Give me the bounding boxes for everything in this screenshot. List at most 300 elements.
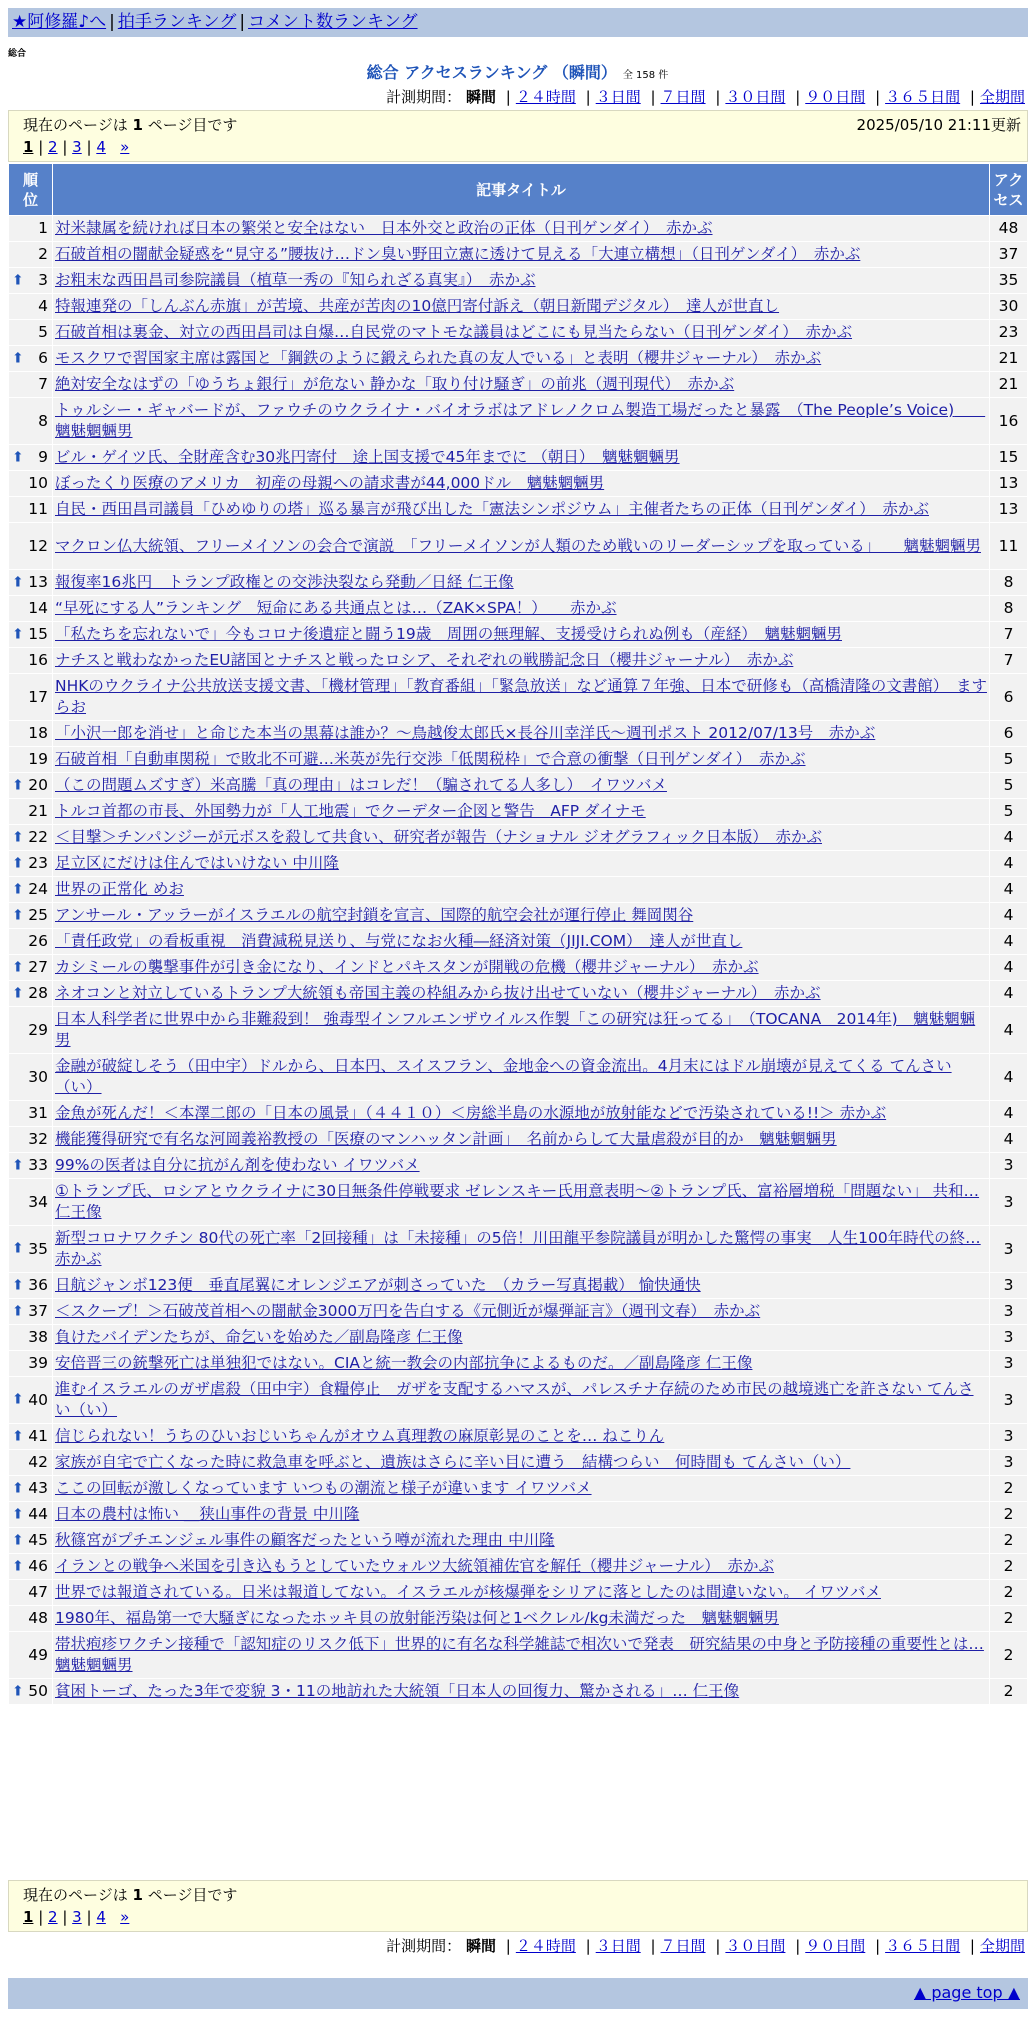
table-row bbox=[9, 471, 1028, 497]
rank-cell bbox=[9, 747, 53, 773]
current-page-text: 現在のページは 1 ページ目です bbox=[23, 1886, 238, 1904]
access-count: 5 bbox=[990, 799, 1028, 825]
table-row bbox=[9, 825, 1028, 851]
rank-number: 49 bbox=[28, 1645, 48, 1664]
period-link-3d[interactable]: ３日間 bbox=[595, 1937, 641, 1955]
table-row bbox=[9, 851, 1028, 877]
rank-number: 28 bbox=[28, 984, 48, 1002]
access-count: 21 bbox=[990, 346, 1028, 372]
rank-cell bbox=[9, 1528, 53, 1554]
table-row bbox=[9, 799, 1028, 825]
arrow-up-icon: ⬆ bbox=[12, 574, 24, 590]
access-count: 3 bbox=[990, 1226, 1028, 1273]
rank-number: 13 bbox=[28, 573, 48, 591]
rank-number: 34 bbox=[28, 1192, 48, 1211]
article-title-link[interactable]: ①トランプ氏、ロシアとウクライナに30日無条件停戦要求 ゼレンスキー氏用意表明〜②トランプ氏、富裕層増税「問題ない」 共和… 仁王像 bbox=[55, 1182, 980, 1221]
article-title-link[interactable]: 新型コロナワクチン 80代の死亡率「2回接種」は「未接種」の5倍！川田龍平参院議員が明かした驚愕の事実 人生100年時代の終… 赤かぶ bbox=[55, 1229, 981, 1268]
title-cell bbox=[53, 346, 990, 372]
access-count: 2 bbox=[990, 1580, 1028, 1606]
title-cell bbox=[53, 471, 990, 497]
period-selector-bottom: 計測期間： 瞬間 | ２４時間 | ３日間 | ７日間 | ３０日間 | ９０日間 | ３６５日間 | 全期間 bbox=[386, 1937, 1025, 1955]
article-title-link[interactable]: 「私たちを忘れないで」今もコロナ後遺症と闘う19歳 周囲の無理解、支援受けられぬ例も（産経） 魑魅魍魎男 bbox=[55, 625, 842, 643]
access-count: 16 bbox=[990, 398, 1028, 445]
rank-number: 32 bbox=[28, 1130, 48, 1148]
access-count: 3 bbox=[990, 1299, 1028, 1325]
header-title: 記事タイトル bbox=[53, 164, 990, 216]
arrow-up-icon: ⬆ bbox=[12, 272, 24, 288]
access-count: 2 bbox=[990, 1502, 1028, 1528]
article-title-link[interactable]: ネオコンと対立しているトランプ大統領も帝国主義の枠組みから抜け出せていない（櫻井ジャーナル） 赤かぶ bbox=[55, 984, 821, 1002]
rank-cell bbox=[9, 372, 53, 398]
article-title-link[interactable]: マクロン仏大統領、フリーメイソンの会合で演説 「フリーメイソンが人類のため戦いのリーダーシップを取っている」 魑魅魍魎男 bbox=[55, 536, 981, 555]
rank-number: 35 bbox=[28, 1239, 48, 1258]
article-title-link[interactable]: ナチスと戦わなかったEU諸国とナチスと戦ったロシア、それぞれの戦勝記念日（櫻井ジャーナル） 赤かぶ bbox=[55, 651, 794, 669]
access-count: 3 bbox=[990, 1325, 1028, 1351]
rank-cell bbox=[9, 1424, 53, 1450]
title-cell bbox=[53, 1580, 990, 1606]
article-title-link[interactable]: 負けたバイデンたちが、命乞いを始めた／副島隆彦 仁王像 bbox=[55, 1328, 463, 1346]
article-title-link[interactable]: 日航ジャンボ123便 垂直尾翼にオレンジエアが刺さっていた （カラー写真掲載） 愉快通快 bbox=[55, 1276, 701, 1294]
table-row bbox=[9, 1632, 1028, 1679]
article-title-link[interactable]: （この問題ムズすぎ）米高騰「真の理由」はコレだ！（騙されてる人多し） イワツバメ bbox=[55, 776, 667, 794]
article-title-link[interactable]: 「責任政党」の看板重視 消費減税見送り、与党になお火種―経済対策（JIJI.COM） 達人が世直し bbox=[55, 932, 743, 950]
title-cell bbox=[53, 1101, 990, 1127]
rank-cell bbox=[9, 1450, 53, 1476]
access-count: 7 bbox=[990, 622, 1028, 648]
rank-number: 33 bbox=[28, 1156, 48, 1174]
period-link-24h[interactable]: ２４時間 bbox=[515, 88, 576, 106]
rank-number: 16 bbox=[28, 651, 48, 669]
article-title-link[interactable]: イランとの戦争へ米国を引き込もうとしていたウォルツ大統領補佐官を解任（櫻井ジャーナル） 赤かぶ bbox=[55, 1557, 775, 1575]
article-title-link[interactable]: 1980年、福島第一で大騒ぎになったホッキ貝の放射能汚染は何と1ベクレル/kg未満だった 魑魅魍魎男 bbox=[55, 1609, 779, 1627]
access-count: 4 bbox=[990, 1007, 1028, 1054]
table-row bbox=[9, 1007, 1028, 1054]
table-row bbox=[9, 398, 1028, 445]
rank-number: 12 bbox=[28, 536, 48, 555]
ranking-rows bbox=[9, 216, 1028, 1705]
access-count: 4 bbox=[990, 825, 1028, 851]
arrow-up-icon: ⬆ bbox=[12, 855, 24, 871]
rank-cell bbox=[9, 721, 53, 747]
access-count: 4 bbox=[990, 903, 1028, 929]
access-count: 13 bbox=[990, 471, 1028, 497]
page-link-2[interactable]: 2 bbox=[48, 1908, 58, 1926]
article-title-link[interactable]: 進むイスラエルのガザ虐殺（田中宇）食糧停止 ガザを支配するハマスが、パレスチナ存続のため市民の越境逃亡を許さない てんさい（い） bbox=[55, 1380, 974, 1419]
title-cell bbox=[53, 320, 990, 346]
current-page-text: 現在のページは 1 ページ目です bbox=[23, 116, 238, 134]
category-label: 総合 bbox=[8, 49, 27, 59]
article-title-link[interactable]: 99%の医者は自分に抗がん剤を使わない イワツバメ bbox=[55, 1156, 420, 1174]
rank-cell bbox=[9, 1580, 53, 1606]
period-link-365d[interactable]: ３６５日間 bbox=[885, 88, 961, 106]
article-title-link[interactable]: 金融が破綻しそう（田中宇）ドルから、日本円、スイスフラン、金地金への資金流出。4月末にはドル崩壊が見えてくる てんさい（い） bbox=[55, 1057, 952, 1096]
period-label: 計測期間： bbox=[386, 1937, 462, 1955]
access-count: 3 bbox=[990, 1153, 1028, 1179]
table-row bbox=[9, 1377, 1028, 1424]
rank-cell bbox=[9, 1325, 53, 1351]
rank-cell bbox=[9, 825, 53, 851]
article-title-link[interactable]: 世界では報道されている。日米は報道してない。イスラエルが核爆弾をシリアに落としたのは間違いない。 イワツバメ bbox=[55, 1583, 881, 1601]
rank-number: 31 bbox=[28, 1104, 48, 1122]
article-title-link[interactable]: 足立区にだけは住んではいけない 中川隆 bbox=[55, 854, 339, 872]
title-cell bbox=[53, 747, 990, 773]
access-count: 3 bbox=[990, 1424, 1028, 1450]
header-rank: 順位 bbox=[9, 164, 53, 216]
period-current: 瞬間 bbox=[465, 88, 496, 106]
page-top-link[interactable]: ▲ page top ▲ bbox=[913, 1983, 1020, 2002]
article-title-link[interactable]: 石破首相の闇献金疑惑を“見守る”腰抜け…ドン臭い野田立憲に透けて見える「大連立構想」（日刊ゲンダイ） 赤かぶ bbox=[55, 245, 861, 263]
title-cell bbox=[53, 674, 990, 721]
table-row bbox=[9, 1476, 1028, 1502]
title-cell bbox=[53, 1502, 990, 1528]
rank-cell bbox=[9, 497, 53, 523]
access-count: 3 bbox=[990, 1450, 1028, 1476]
title-cell bbox=[53, 877, 990, 903]
rank-number: 14 bbox=[28, 599, 48, 617]
table-row bbox=[9, 216, 1028, 242]
rank-cell bbox=[9, 570, 53, 596]
article-title-link[interactable]: トゥルシー・ギャバードが、ファウチのウクライナ・バイオラボはアドレノクロム製造工場だったと暴露 （The People’s Voice) 魑魅魍魎男 bbox=[55, 401, 986, 440]
rank-cell bbox=[9, 346, 53, 372]
table-row bbox=[9, 497, 1028, 523]
page-link-3[interactable]: 3 bbox=[72, 138, 82, 156]
article-title-link[interactable]: トルコ首都の市長、外国勢力が「人工地震」でクーデター企図と警告 AFP ダイナモ bbox=[55, 802, 646, 820]
rank-cell bbox=[9, 1273, 53, 1299]
period-link-all[interactable]: 全期間 bbox=[979, 1937, 1025, 1955]
rank-number: 8 bbox=[38, 411, 48, 430]
rank-number: 11 bbox=[28, 500, 48, 518]
rank-cell bbox=[9, 294, 53, 320]
table-row bbox=[9, 1679, 1028, 1705]
page-link-3[interactable]: 3 bbox=[72, 1908, 82, 1926]
rank-number: 50 bbox=[28, 1682, 48, 1700]
arrow-up-icon: ⬆ bbox=[12, 1683, 24, 1699]
article-title-link[interactable]: NHKのウクライナ公共放送支援文書、「機材管理」「教育番組」「緊急放送」など通算７年強、日本で研修も（高橋清隆の文書館） ますらお bbox=[55, 677, 987, 716]
title-cell bbox=[53, 372, 990, 398]
rank-cell bbox=[9, 851, 53, 877]
arrow-up-icon: ⬆ bbox=[12, 626, 24, 642]
pagination: 1 | 2 | 3 | 4 » bbox=[23, 138, 130, 156]
article-title-link[interactable]: 帯状疱疹ワクチン接種で「認知症のリスク低下」世界的に有名な科学雑誌で相次いで発表 研究結果の中身と予防接種の重要性とは… 魑魅魍魎男 bbox=[55, 1635, 984, 1674]
rank-cell bbox=[9, 929, 53, 955]
article-title-link[interactable]: 石破首相は裏金、対立の西田昌司は自爆…自民党のマトモな議員はどこにも見当たらない（日刊ゲンダイ） 赤かぶ bbox=[55, 323, 853, 341]
title-cell bbox=[53, 1007, 990, 1054]
rank-cell bbox=[9, 320, 53, 346]
article-title-link[interactable]: 対米隷属を続ければ日本の繁栄と安全はない 日本外交と政治の正体（日刊ゲンダイ） 赤かぶ bbox=[55, 219, 713, 237]
nav-link-clap-ranking[interactable]: 拍手ランキング bbox=[117, 12, 237, 32]
access-count: 23 bbox=[990, 320, 1028, 346]
title-cell bbox=[53, 1351, 990, 1377]
page-next-link[interactable]: » bbox=[120, 138, 130, 156]
rank-number: 29 bbox=[28, 1020, 48, 1039]
rank-cell bbox=[9, 773, 53, 799]
table-row bbox=[9, 523, 1028, 570]
access-count: 5 bbox=[990, 773, 1028, 799]
period-link-30d[interactable]: ３０日間 bbox=[725, 88, 786, 106]
rank-number: 48 bbox=[28, 1609, 48, 1627]
rank-cell bbox=[9, 1632, 53, 1679]
rank-number: 39 bbox=[28, 1354, 48, 1372]
article-title-link[interactable]: 機能獲得研究で有名な河岡義裕教授の「医療のマンハッタン計画」 名前からして大量虐殺が目的か 魑魅魍魎男 bbox=[55, 1130, 837, 1148]
table-row bbox=[9, 1179, 1028, 1226]
rank-number: 27 bbox=[28, 958, 48, 976]
rank-cell bbox=[9, 674, 53, 721]
rank-cell bbox=[9, 1351, 53, 1377]
rank-cell bbox=[9, 799, 53, 825]
page-link-4[interactable]: 4 bbox=[96, 1908, 106, 1926]
rank-cell bbox=[9, 1679, 53, 1705]
period-link-7d[interactable]: ７日間 bbox=[660, 1937, 706, 1955]
article-title-link[interactable]: 報復率16兆円 トランプ政権との交渉決裂なら発動／日経 仁王像 bbox=[55, 573, 514, 591]
access-count: 35 bbox=[990, 268, 1028, 294]
access-count: 4 bbox=[990, 955, 1028, 981]
rank-number: 24 bbox=[28, 880, 48, 898]
rank-cell bbox=[9, 1299, 53, 1325]
arrow-up-icon: ⬆ bbox=[12, 777, 24, 793]
access-count: 6 bbox=[990, 674, 1028, 721]
period-link-90d[interactable]: ９０日間 bbox=[805, 88, 866, 106]
article-title-link[interactable]: ぼったくり医療のアメリカ 初産の母親への請求書が44,000ドル 魑魅魍魎男 bbox=[55, 474, 605, 492]
rank-cell bbox=[9, 1554, 53, 1580]
rank-cell bbox=[9, 1226, 53, 1273]
arrow-up-icon: ⬆ bbox=[12, 1480, 24, 1496]
table-row bbox=[9, 1101, 1028, 1127]
arrow-up-icon: ⬆ bbox=[12, 1506, 24, 1522]
article-title-link[interactable]: 日本人科学者に世界中から非難殺到！ 強毒型インフルエンザウイルス作製「この研究は狂ってる」 （TOCANA 2014年) 魑魅魍魎男 bbox=[55, 1010, 976, 1049]
nav-separator: | bbox=[239, 12, 246, 32]
article-title-link[interactable]: アンサール・アッラーがイスラエルの航空封鎖を宣言、国際的航空会社が運行停止 舞岡関谷 bbox=[55, 906, 694, 924]
page-link-4[interactable]: 4 bbox=[96, 138, 106, 156]
table-row bbox=[9, 981, 1028, 1007]
access-count: 2 bbox=[990, 1632, 1028, 1679]
rank-cell bbox=[9, 1127, 53, 1153]
title-cell bbox=[53, 1325, 990, 1351]
access-count: 11 bbox=[990, 523, 1028, 570]
table-row bbox=[9, 1554, 1028, 1580]
table-row bbox=[9, 1273, 1028, 1299]
table-row bbox=[9, 903, 1028, 929]
article-title-link[interactable]: 絶対安全なはずの「ゆうちょ銀行」が危ない 静かな「取り付け騒ぎ」の前兆（週刊現代） 赤かぶ bbox=[55, 375, 735, 393]
table-row bbox=[9, 320, 1028, 346]
table-row bbox=[9, 1450, 1028, 1476]
article-title-link[interactable]: “早死にする人”ランキング 短命にある共通点とは…（ZAK×SPA！） 赤かぶ bbox=[55, 599, 617, 617]
article-title-link[interactable]: ＜スクープ！＞石破茂首相への闇献金3000万円を告白する《元側近が爆弾証言》（週刊文春） 赤かぶ bbox=[55, 1302, 761, 1320]
title-cell bbox=[53, 1273, 990, 1299]
pager-box-bottom bbox=[8, 1880, 1028, 1932]
title-cell bbox=[53, 523, 990, 570]
access-count: 4 bbox=[990, 981, 1028, 1007]
article-title-link[interactable]: カシミールの襲撃事件が引き金になり、インドとパキスタンが開戦の危機（櫻井ジャーナル） 赤かぶ bbox=[55, 958, 759, 976]
title-cell bbox=[53, 773, 990, 799]
rank-number: 17 bbox=[28, 687, 48, 706]
article-title-link[interactable]: ＜目撃＞チンパンジーが元ボスを殺して共食い、研究者が報告（ナショナル ジオグラフィック日本版） 赤かぶ bbox=[55, 828, 822, 846]
rank-cell bbox=[9, 903, 53, 929]
access-count: 48 bbox=[990, 216, 1028, 242]
rank-number: 46 bbox=[28, 1557, 48, 1575]
nav-link-asyura[interactable]: ★阿修羅♪へ bbox=[12, 12, 107, 32]
access-count: 4 bbox=[990, 1054, 1028, 1101]
access-count: 37 bbox=[990, 242, 1028, 268]
top-nav-bar bbox=[8, 8, 1028, 37]
access-count: 21 bbox=[990, 372, 1028, 398]
rank-number: 41 bbox=[28, 1427, 48, 1445]
rank-number: 10 bbox=[28, 474, 48, 492]
rank-cell bbox=[9, 877, 53, 903]
access-count: 13 bbox=[990, 497, 1028, 523]
rank-number: 15 bbox=[28, 625, 48, 643]
period-link-30d[interactable]: ３０日間 bbox=[725, 1937, 786, 1955]
table-row bbox=[9, 1054, 1028, 1101]
table-row bbox=[9, 570, 1028, 596]
rank-number: 3 bbox=[38, 271, 48, 289]
access-count: 8 bbox=[990, 570, 1028, 596]
title-cell bbox=[53, 981, 990, 1007]
rank-number: 6 bbox=[38, 349, 48, 367]
table-row bbox=[9, 1226, 1028, 1273]
article-title-link[interactable]: ビル・ゲイツ氏、全財産含む30兆円寄付 途上国支援で45年までに （朝日） 魑魅魍魎男 bbox=[55, 448, 680, 466]
rank-number: 44 bbox=[28, 1505, 48, 1523]
total-count: 全 158 件 bbox=[622, 70, 669, 81]
arrow-up-icon: ⬆ bbox=[12, 350, 24, 366]
article-title-link[interactable]: 特報連発の「しんぶん赤旗」が苦境、共産が苦肉の10億円寄付訴え（朝日新聞デジタル） 達人が世直し bbox=[55, 297, 780, 315]
article-title-link[interactable]: 石破首相「自動車関税」で敗北不可避…米英が先行交渉「低関税枠」で合意の衝撃（日刊ゲンダイ） 赤かぶ bbox=[55, 750, 806, 768]
title-cell bbox=[53, 648, 990, 674]
period-label: 計測期間： bbox=[386, 88, 462, 106]
article-title-link[interactable]: 家族が自宅で亡くなった時に救急車を呼ぶと、遺族はさらに辛い目に遭う 結構つらい 何時間も てんさい（い） bbox=[55, 1453, 851, 1471]
arrow-up-icon: ⬆ bbox=[12, 829, 24, 845]
arrow-up-icon: ⬆ bbox=[12, 1240, 24, 1257]
table-row bbox=[9, 1502, 1028, 1528]
table-row bbox=[9, 1325, 1028, 1351]
rank-cell bbox=[9, 445, 53, 471]
period-link-24h[interactable]: ２４時間 bbox=[515, 1937, 576, 1955]
title-cell bbox=[53, 268, 990, 294]
rank-cell bbox=[9, 1502, 53, 1528]
updated-timestamp: 2025/05/10 21:11更新 bbox=[856, 116, 1021, 134]
table-row bbox=[9, 622, 1028, 648]
arrow-up-icon: ⬆ bbox=[12, 1532, 24, 1548]
title-cell bbox=[53, 1377, 990, 1424]
table-row bbox=[9, 674, 1028, 721]
rank-cell bbox=[9, 622, 53, 648]
rank-number: 45 bbox=[28, 1531, 48, 1549]
table-row bbox=[9, 955, 1028, 981]
rank-number: 25 bbox=[28, 906, 48, 924]
title-cell bbox=[53, 1528, 990, 1554]
title-cell bbox=[53, 622, 990, 648]
period-link-90d[interactable]: ９０日間 bbox=[805, 1937, 866, 1955]
period-link-7d[interactable]: ７日間 bbox=[660, 88, 706, 106]
pagination: 1 | 2 | 3 | 4 » bbox=[23, 1908, 130, 1926]
article-title-link[interactable]: 秋篠宮がプチエンジェル事件の顧客だったという噂が流れた理由 中川隆 bbox=[55, 1531, 555, 1549]
rank-number: 38 bbox=[28, 1328, 48, 1346]
article-title-link[interactable]: 自民・西田昌司議員「ひめゆりの塔」巡る暴言が飛び出した「憲法シンポジウム」主催者たちの正体（日刊ゲンダイ） 赤かぶ bbox=[55, 500, 929, 518]
table-row bbox=[9, 346, 1028, 372]
rank-number: 47 bbox=[28, 1583, 48, 1601]
article-title-link[interactable]: モスクワで習国家主席は露国と「鋼鉄のように鍛えられた真の友人でいる」と表明（櫻井ジャーナル） 赤かぶ bbox=[55, 349, 822, 367]
rank-cell bbox=[9, 1476, 53, 1502]
table-row bbox=[9, 721, 1028, 747]
rank-number: 42 bbox=[28, 1453, 48, 1471]
table-header-row bbox=[9, 164, 1028, 216]
rank-number: 9 bbox=[38, 448, 48, 466]
nav-separator: | bbox=[109, 12, 115, 32]
article-title-link[interactable]: 日本の農村は怖い ＿狭山事件の背景 中川隆 bbox=[55, 1505, 360, 1523]
article-title-link[interactable]: ここの回転が激しくなっています いつもの潮流と様子が違います イワツバメ bbox=[55, 1479, 592, 1497]
article-title-link[interactable]: 世界の正常化 めお bbox=[55, 880, 184, 898]
rank-cell bbox=[9, 523, 53, 570]
article-title-link[interactable]: 「小沢一郎を消せ」と命じた本当の黒幕は誰か？〜鳥越俊太郎氏×長谷川幸洋氏〜週刊ポスト 2012/07/13号 赤かぶ bbox=[55, 724, 876, 742]
access-count: 2 bbox=[990, 1554, 1028, 1580]
title-cell bbox=[53, 1606, 990, 1632]
title-cell bbox=[53, 1226, 990, 1273]
pager-box-top bbox=[8, 110, 1028, 162]
arrow-up-icon: ⬆ bbox=[12, 881, 24, 897]
access-count: 4 bbox=[990, 851, 1028, 877]
period-link-365d[interactable]: ３６５日間 bbox=[885, 1937, 961, 1955]
article-title-link[interactable]: 金魚が死んだ！＜本澤二郎の「日本の風景」（４４１０）＜房総半島の水源地が放射能などで汚染されている!!＞ 赤かぶ bbox=[55, 1104, 887, 1122]
rank-number: 20 bbox=[28, 776, 48, 794]
title-cell bbox=[53, 1054, 990, 1101]
article-title-link[interactable]: 信じられない！うちのひいおじいちゃんがオウム真理教の麻原彰晃のことを… ねこりん bbox=[55, 1427, 665, 1445]
table-row bbox=[9, 596, 1028, 622]
header-access: アクセス bbox=[990, 164, 1028, 216]
table-row bbox=[9, 1153, 1028, 1179]
access-count: 30 bbox=[990, 294, 1028, 320]
rank-cell bbox=[9, 1007, 53, 1054]
period-selector-top: 計測期間： 瞬間 | ２４時間 | ３日間 | ７日間 | ３０日間 | ９０日間 | ３６５日間 | 全期間 bbox=[386, 88, 1025, 106]
arrow-up-icon: ⬆ bbox=[12, 449, 24, 465]
arrow-up-icon: ⬆ bbox=[12, 1303, 24, 1319]
title-cell bbox=[53, 242, 990, 268]
article-title-link[interactable]: 安倍晋三の銃撃死亡は単独犯ではない。CIAと統一教会の内部抗争によるものだ。／副島隆彦 仁王像 bbox=[55, 1354, 753, 1372]
page-link-2[interactable]: 2 bbox=[48, 138, 58, 156]
rank-number: 26 bbox=[28, 932, 48, 950]
page-next-link[interactable]: » bbox=[120, 1908, 130, 1926]
table-row bbox=[9, 1127, 1028, 1153]
rank-number: 22 bbox=[28, 828, 48, 846]
rank-cell bbox=[9, 648, 53, 674]
access-count: 2 bbox=[990, 1528, 1028, 1554]
article-title-link[interactable]: 貧困トーゴ、たった3年で変貌 3・11の地訪れた大統領「日本人の回復力、驚かされる」… 仁王像 bbox=[55, 1682, 740, 1700]
rank-number: 7 bbox=[38, 375, 48, 393]
rank-cell bbox=[9, 1377, 53, 1424]
arrow-up-icon: ⬆ bbox=[12, 985, 24, 1001]
rank-cell bbox=[9, 981, 53, 1007]
period-current: 瞬間 bbox=[465, 1937, 496, 1955]
access-count: 4 bbox=[990, 1101, 1028, 1127]
rank-cell bbox=[9, 242, 53, 268]
access-count: 2 bbox=[990, 1606, 1028, 1632]
title-cell bbox=[53, 1179, 990, 1226]
nav-link-comment-ranking[interactable]: コメント数ランキング bbox=[248, 12, 418, 32]
title-cell bbox=[53, 445, 990, 471]
table-row bbox=[9, 294, 1028, 320]
period-link-3d[interactable]: ３日間 bbox=[595, 88, 641, 106]
title-cell bbox=[53, 1450, 990, 1476]
rank-cell bbox=[9, 398, 53, 445]
table-row bbox=[9, 372, 1028, 398]
article-title-link[interactable]: お粗末な西田昌司参院議員（植草一秀の『知られざる真実』） 赤かぶ bbox=[55, 271, 536, 289]
title-cell bbox=[53, 1127, 990, 1153]
title-cell bbox=[53, 497, 990, 523]
table-row bbox=[9, 1351, 1028, 1377]
access-count: 3 bbox=[990, 1351, 1028, 1377]
rank-number: 23 bbox=[28, 854, 48, 872]
table-row bbox=[9, 1580, 1028, 1606]
access-count: 4 bbox=[990, 877, 1028, 903]
period-link-all[interactable]: 全期間 bbox=[979, 88, 1025, 106]
